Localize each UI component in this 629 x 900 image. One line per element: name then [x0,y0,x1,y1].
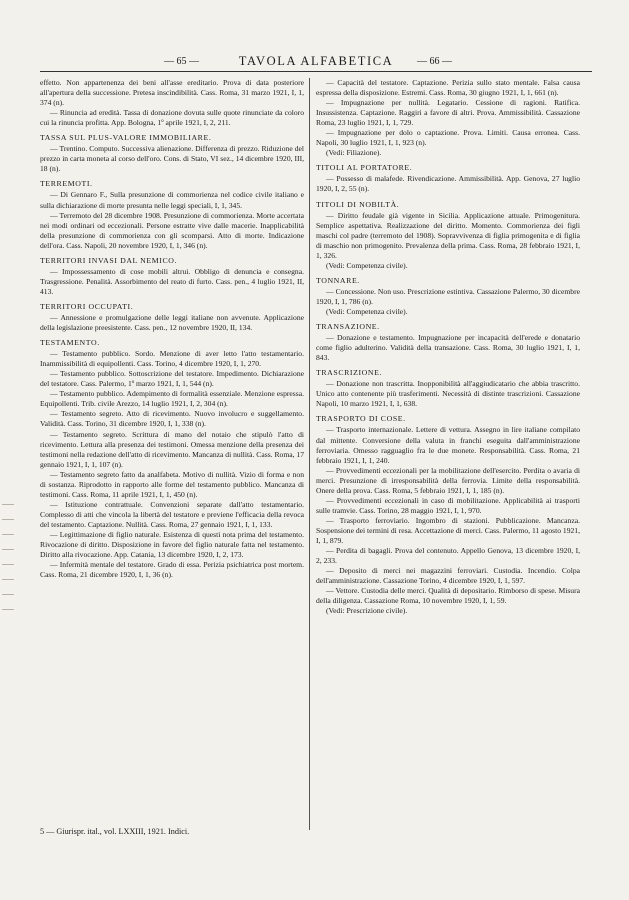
column-separator [309,78,310,830]
section-heading: TRASCRIZIONE. [316,368,383,378]
index-entry: — Testamento segreto. Scrittura di mano del notaio che stipulò l'atto di ricevimento. Lettura alla presenza dei testimoni. Omessa menzione della presenza dei testimoni nella redazione dell'atto di ricevimento. Mancanza di nullità. Cass. Roma, 17 gennaio 1921, I, 1, 107 (n). [40,429,304,469]
section-heading: TRASPORTO DI COSE. [316,414,406,424]
index-entry: — Vettore. Custodia delle merci. Qualità di depositario. Rimborso di spese. Misura della diligenza. Cassazione Roma, 10 novembre 1920, I, 1, 59. [316,586,580,606]
index-entry: — Provvedimenti eccezionali per la mobilitazione dell'esercito. Perdita o avaria di merci. Presunzione di irresponsabilità della ferrovia. Limite della responsabilità. Onere della prova. Cass. Roma, 5 febbraio 1921, I, 1, 185 (n). [316,465,580,495]
index-entry: — Rinuncia ad eredità. Tassa di donazione dovuta sulle quote rinunciate da coloro cui la rinuncia profitta. App. Bologna, 1º aprile 1921, I, 2, 211. [40,108,304,128]
right-column [316,78,580,838]
see-also-reference: (Vedi: Prescrizione civile). [326,606,408,616]
index-entry: — Infermità mentale del testatore. Grado di essa. Perizia psichiatrica post mortem. Cass. Roma, 21 dicembre 1920, I, 1, 36 (n). [40,560,304,580]
index-entry: — Capacità del testatore. Captazione. Perizia sullo stato mentale. Falsa causa espressa della disposizione. Estremi. Cass. Roma, 30 giugno 1921, I, 1, 661 (n). [316,78,580,98]
index-entry: — Donazione e testamento. Impugnazione per incapacità dell'erede e donatario come figlio adulterino. Validità della transazione. Cass. Roma, 30 luglio 1921, I, 1, 843. [316,333,580,363]
section-heading: TASSA SUL PLUS-VALORE IMMOBILIARE. [40,133,212,143]
index-entry: — Trasporto ferroviario. Ingombro di stazioni. Pubblicazione. Mancanza. Sospensione dei termini di resa. Accettazione di merci. Cass. Palermo, 11 agosto 1921, I, 1, 879. [316,515,580,545]
index-entry: — Provvedimenti eccezionali in caso di mobilitazione. Applicabilità ai trasporti sulle tramvie. Cass. Torino, 28 maggio 1921, I, 1, 970. [316,495,580,515]
left-column [40,78,304,838]
see-also-reference: (Vedi: Competenza civile). [326,306,408,316]
index-entry: — Deposito di merci nei magazzini ferroviari. Custodia. Incendio. Colpa dell'amministrazione. Cassazione Torino, 4 dicembre 1920, I, 1, 597. [316,566,580,586]
index-entry: — Donazione non trascritta. Inopponibilità all'aggiudicatario che abbia trascritto. Unico atto contenente più trasferimenti. Necessità di distinte trascrizioni. Cassazione Napoli, 10 marzo 1921, I, 1, 638. [316,379,580,409]
margin-marks [0,490,14,820]
index-entry: — Trasporto internazionale. Lettere di vettura. Assegno in lire italiane compilato dal mittente. Conversione della valuta in franchi eseguita dall'amministrazione ferroviaria. Omesso ragguaglio fra le due monete. Responsabilità. Cass. Roma, 21 febbraio 1921, I, 1, 240. [316,425,580,465]
section-heading: TRANSAZIONE. [316,322,380,332]
header-rule [40,71,592,72]
index-entry: — Concessione. Non uso. Prescrizione estintiva. Cassazione Palermo, 30 dicembre 1920, I, 1, 786 (n). [316,286,580,306]
section-heading: TERRITORI OCCUPATI. [40,301,134,311]
page-number-left: — 65 — [164,56,199,67]
index-entry: — Impugnazione per nullità. Legatario. Cessione di ragioni. Ratifica. Insussistenza. Captazione. Raggiri a favore di altri. Prova. Ammissibilità. Cassazione Roma, 23 luglio 1921, I, 1, 729. [316,98,580,128]
index-entry: — Istituzione contrattuale. Convenzioni separate dall'atto testamentario. Complesso di atti che vincola la libertà del testatore e previene l'efficacia della revoca del testamento. Captazione. Nullità. Cass. Roma, 27 gennaio 1921, I, 1, 133. [40,499,304,529]
section-heading: TITOLI DI NOBILTÀ. [316,199,400,209]
index-entry: — Impugnazione per dolo o captazione. Prova. Limiti. Causa erronea. Cass. Napoli, 30 luglio 1921, I, 1, 923 (n). [316,128,580,148]
page-header [40,56,592,72]
index-entry: — Annessione e promulgazione delle leggi italiane non avvenute. Applicazione della legislazione preesistente. Cass. pen., 12 novembre 1920, II, 134. [40,312,304,333]
see-also-reference: (Vedi: Competenza civile). [326,260,408,270]
entry-continuation: effetto. Non appartenenza dei beni all'asse ereditario. Prova di data posteriore all'apertura della successione. Pretesa inscindibilità. Cass. Roma, 31 marzo 1921, I, 1, 374 (n). [40,78,304,108]
index-entry: — Di Gennaro F., Sulla presunzione di commorienza nel codice civile italiano e sulla dichiarazione di morte presunta nelle leggi speciali, I, 1, 345. [40,190,304,210]
section-heading: TERREMOTI. [40,179,93,189]
section-heading: TITOLI AL PORTATORE. [316,163,413,173]
index-entry: — Testamento pubblico. Sottoscrizione del testatore. Impedimento. Dichiarazione del testatore. Cass. Palermo, 1º marzo 1921, I, 1, 544 (n). [40,369,304,389]
index-entry: — Testamento segreto fatto da analfabeta. Motivo di nullità. Vizio di forma e non di sostanza. Riprodotto in rapporto alle forme del testamento pubblico. Mancanza di testimoni. Cass. Roma, 11 aprile 1921, I, 1, 450 (n). [40,469,304,499]
see-also-reference: (Vedi: Filiazione). [326,148,382,158]
index-entry: — Impossessamento di cose mobili altrui. Obbligo di denuncia e consegna. Trasgressione. Penalità. Assorbimento del reato di furto. Cass. pen., 4 luglio 1921, II, 413. [40,266,304,296]
page-title: TAVOLA ALFABETICA [238,54,394,68]
index-entry: — Possesso di malafede. Rivendicazione. Ammissibilità. App. Genova, 27 luglio 1920, I, 2, 55 (n). [316,174,580,194]
index-entry: — Legittimazione di figlio naturale. Esistenza di questi nota prima del testamento. Rivocazione di diritto. Disposizione in favore del figlio naturale fatta nel testamento. Diritto alla rivocazione. App. Catania, 13 dicembre 1920, I, 2, 173. [40,529,304,560]
index-entry: — Testamento segreto. Atto di ricevimento. Nuovo involucro e suggellamento. Validità. Cass. Torino, 31 dicembre 1920, I, 1, 338 (n). [40,409,304,429]
index-entry: — Perdita di bagagli. Prova del contenuto. Appello Genova, 13 dicembre 1920, I, 2, 233. [316,546,580,566]
index-entry: — Terremoto del 28 dicembre 1908. Presunzione di commorienza. Morte accertata nei modi ordinari od eccezionali. Persone estratte vive dalle macerie. Inapplicabilità della presunzione di commorienza con gli scomparsi. Atto di morte. Indicazione dell'ora. Cass. Napoli, 20 novembre 1920, I, 1, 346 (n). [40,210,304,250]
index-entry: — Trentino. Computo. Successiva alienazione. Differenza di prezzo. Riduzione del prezzo in carta moneta al corso dell'oro. Cons. di Stato, VI sez., 14 dicembre 1920, III, 18 (n). [40,144,304,174]
index-entry: — Testamento pubblico. Sordo. Menzione di aver letto l'atto testamentario. Inammissibilità di equipollenti. Cass. Torino, 4 dicembre 1920, I, 1, 270. [40,349,304,369]
section-heading: TERRITORI INVASI DAL NEMICO. [40,255,178,265]
page-footer: 5 — Giurispr. ital., vol. LXXIII, 1921. Indici. [40,827,190,836]
page-number-right: — 66 — [417,56,452,67]
section-heading: TESTAMENTO. [40,338,100,348]
index-entry: — Diritto feudale già vigente in Sicilia. Applicazione attuale. Primogenitura. Semplice aspettativa. Realizzazione del diritto. Momento. Commorienza dei figli maschi col padre (terremoto del 1908). Sopravvivenza di figlia primogenita e di figlia di maschio non primogenito. Prevalenza della prima. Cass. Roma, 28 febbraio 1921, I, 1, 326. [316,210,580,260]
index-entry: — Testamento pubblico. Adempimento di formalità essenziale. Menzione espressa. Equipollenti. Trib. civile Arezzo, 14 luglio 1921, I, 2, 304 (n). [40,389,304,409]
section-heading: TONNARE. [316,275,360,285]
